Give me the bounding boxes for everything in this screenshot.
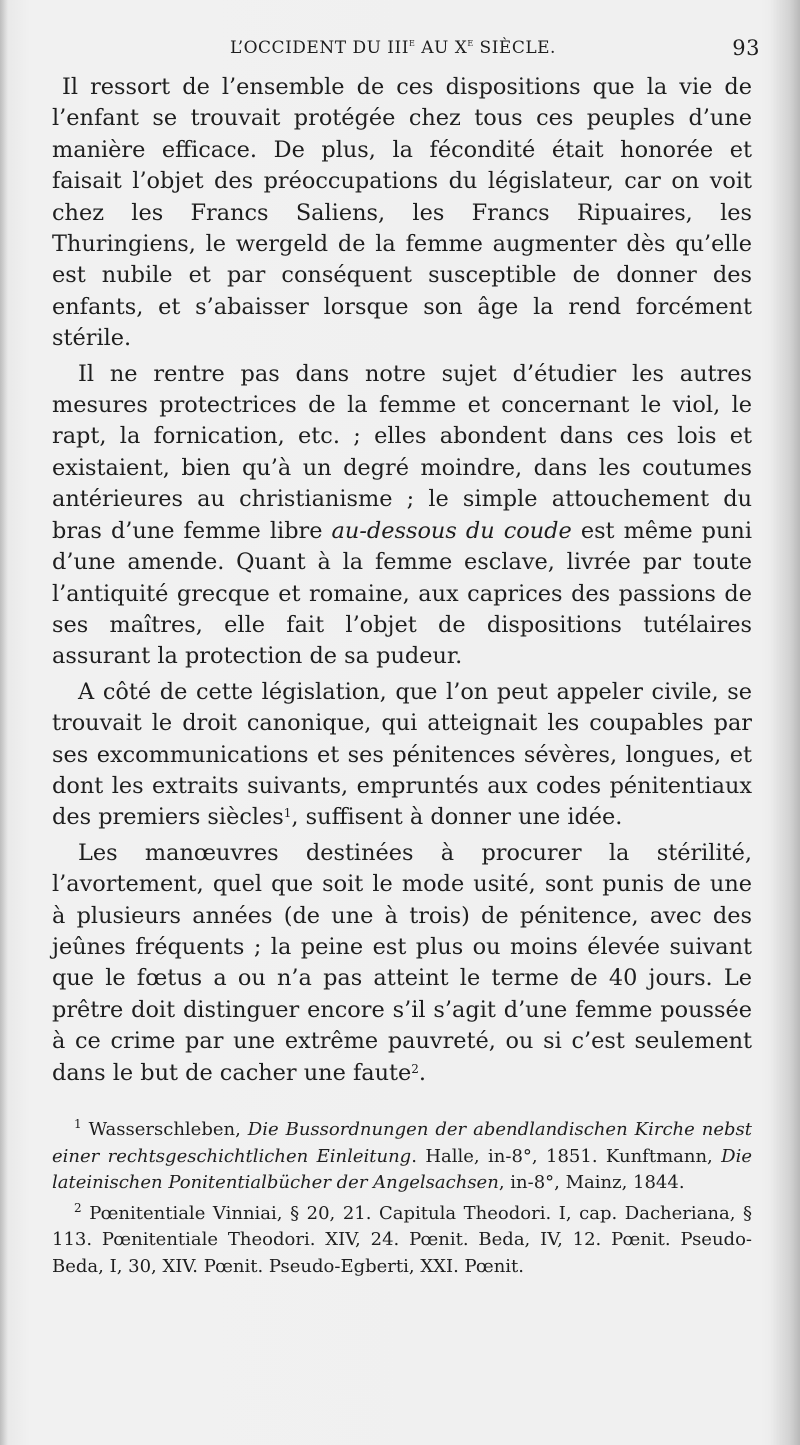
paragraph-text: Les manœuvres destinées à procurer la stérilité, l’avortement, quel que soit le mode usité, sont punis de une à plusieurs années (de une à trois) de pénitence, avec des jeûnes fréquents ; la peine est plus ou moins élevée suivant que le fœtus a ou n’a pas atteint le terme de 40 jours. Le prêtre doit distinguer encore s’il s’agit d’une femme poussée à ce crime par une extrême pauvreté, ou si c’est seulement dans le but de cacher une faute	[52, 839, 752, 1086]
footnote-text: Wasserschleben,	[81, 1119, 248, 1140]
footnote-italic-title: Die lateinischen Ponitentialbücher der Angelsachsen	[52, 1145, 752, 1193]
running-title-sup: e	[467, 35, 474, 49]
paragraph-4	[52, 838, 752, 1089]
footnote-ref-2: 2	[411, 1061, 419, 1076]
page-number: 93	[732, 36, 760, 60]
paragraph-text: , suffisent à donner une idée.	[291, 804, 623, 831]
footnote-2	[52, 1201, 752, 1281]
paragraph-text: .	[418, 1059, 427, 1086]
paragraph-text: A côté de cette législation, que l’on peut appeler civile, se trouvait le droit canonique, qui atteignait les coupables par ses excommunications et ses pénitences sévères, longues, et dont les extraits suivants, empruntés aux codes pénitentiaux des premiers siècles	[52, 678, 752, 831]
footnote-text: . Halle, in-8°, 1851. Kunftmann,	[411, 1145, 722, 1167]
paragraph-text: est même puni d’une amende. Quant à la femme esclave, livrée par toute l’antiquité grecque et romaine, aux caprices des passions de ses maîtres, elle fait l’objet de dispositions tutélaires assurant la protection de sa pudeur.	[52, 517, 752, 670]
footnote-text: , in-8°, Mainz, 1844.	[498, 1172, 685, 1193]
running-title-sup: e	[408, 35, 416, 49]
italic-phrase: au-dessous du coude	[331, 517, 572, 544]
running-header	[52, 30, 760, 70]
footnote-ref-1: 1	[283, 806, 292, 821]
paragraph-1	[52, 72, 752, 355]
running-title	[230, 35, 556, 58]
footnotes	[52, 1117, 752, 1280]
footnote-italic-title: Die Bussordnungen der abendlandischen Kirche nebst einer rechtsgeschichtlichen Einleitung	[52, 1119, 752, 1167]
footnote-marker: 2	[74, 1200, 82, 1215]
paragraph-3	[52, 677, 752, 834]
footnote-text: Pœnitentiale Vinniai, § 20, 21. Capitula Theodori. I, cap. Dacheriana, § 113. Pœnitentiale Theodori. XIV, 24. Pœnit. Beda, IV, 12. Pœnit. Pseudo-Beda, I, 30, XIV. Pœnit. Pseudo-Egberti, XXI. Pœnit.	[52, 1202, 752, 1277]
footnote-marker: 1	[74, 1117, 82, 1131]
page-edge-shadow	[760, 0, 800, 1445]
paragraph-text: Il ressort de l’ensemble de ces dispositions que la vie de l’enfant se trouvait protégée chez tous ces peuples d’une manière efficace. De plus, la fécondité était honorée et faisait l’objet des préoccupations du législateur, car on voit chez les Francs Saliens, les Francs Ripuaires, les Thuringiens, le wergeld de la femme augmenter dès qu’elle est nubile et par conséquent susceptible de donner des enfants, et s’abaisser lorsque son âge la rend forcément stérile.	[52, 74, 752, 352]
book-page	[52, 30, 760, 1280]
paragraph-text: Il ne rentre pas dans notre sujet d’étudier les autres mesures protectrices de la femme et concernant le viol, le rapt, la fornication, etc. ; elles abondent dans ces lois et existaient, bien qu’à un degré moindre, dans les coutumes antérieures au christianisme ; le simple attouchement du bras d’une femme libre	[52, 360, 752, 544]
footnote-1	[52, 1117, 752, 1197]
body-text	[52, 72, 752, 1089]
running-title-part: L’OCCIDENT DU III	[230, 38, 409, 58]
running-title-part: AU X	[415, 38, 468, 58]
running-title-part: SIÈCLE.	[473, 38, 556, 58]
paragraph-2	[52, 359, 752, 673]
